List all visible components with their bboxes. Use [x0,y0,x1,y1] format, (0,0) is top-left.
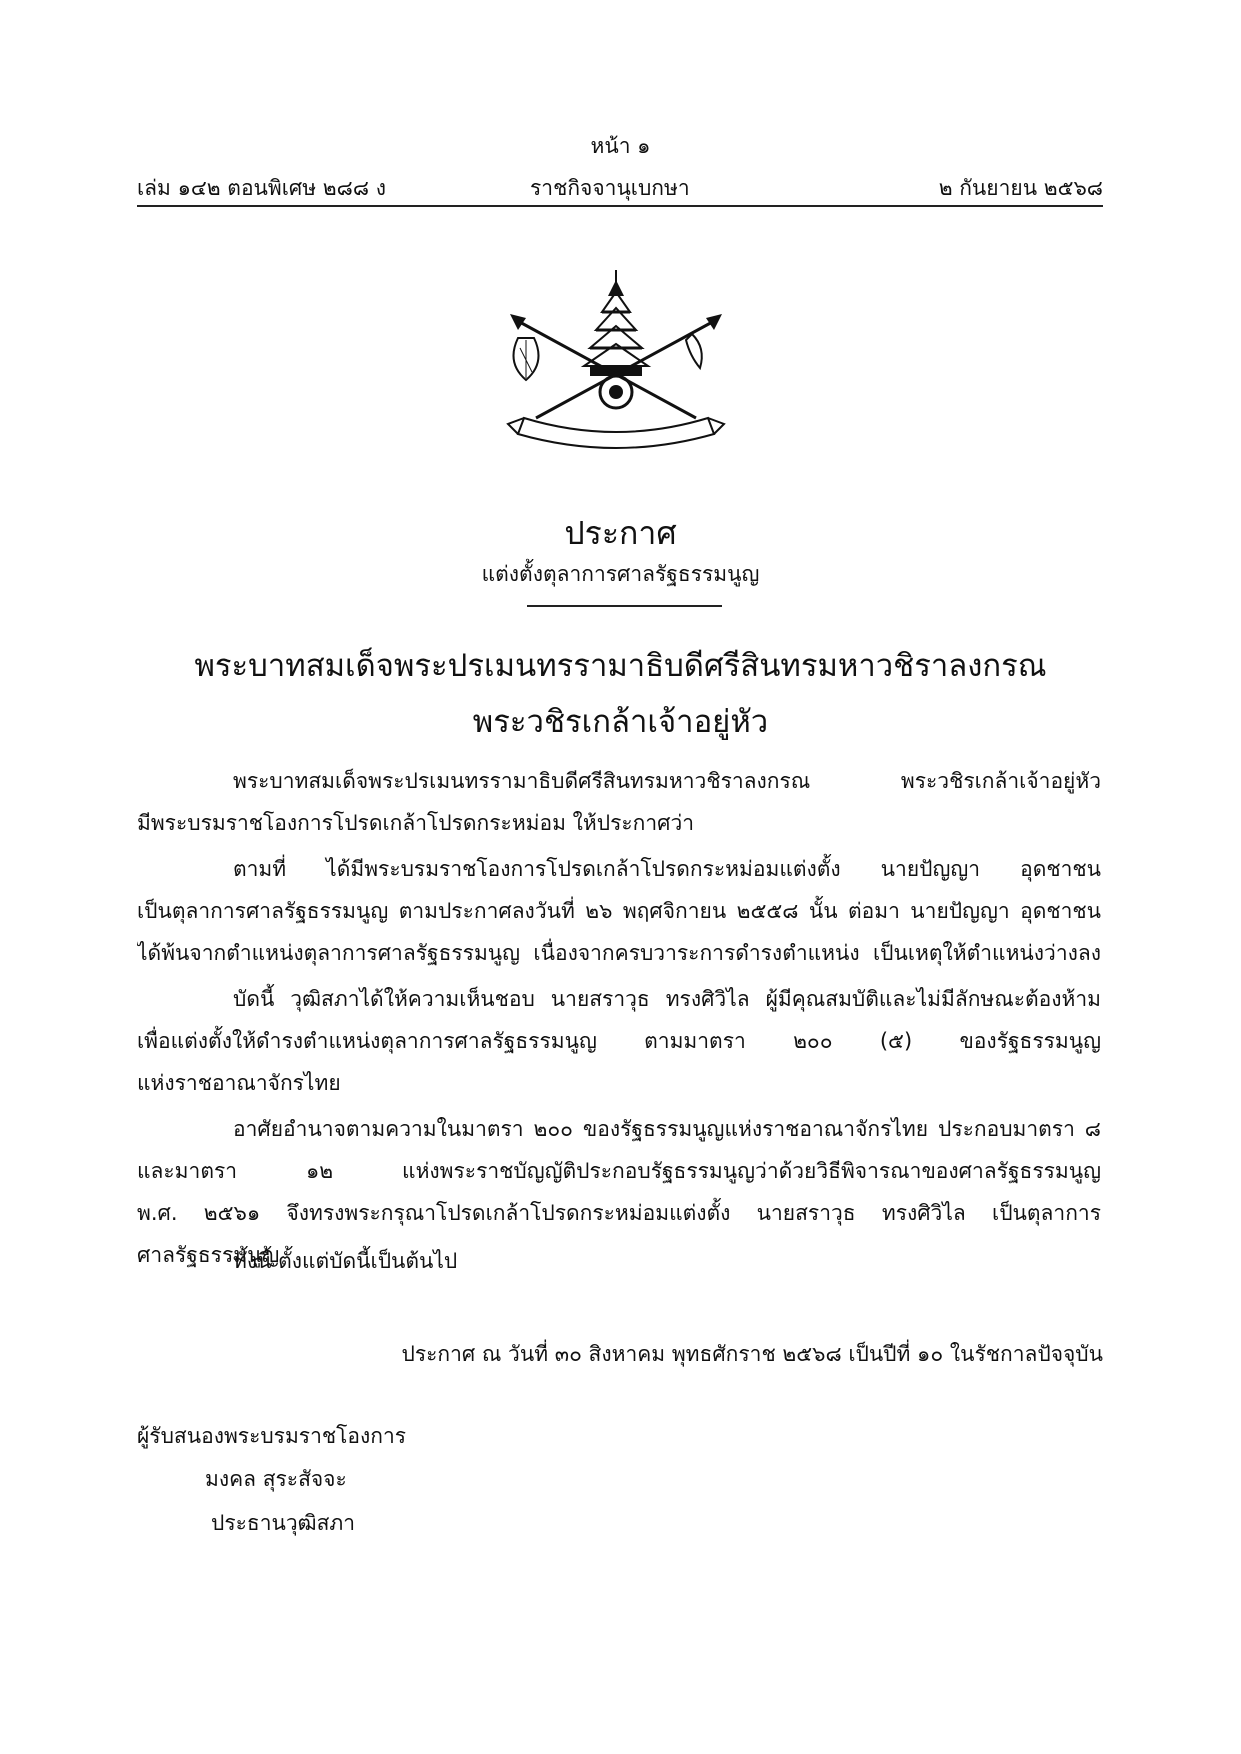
paragraph-line: ตามที่ ได้มีพระบรมราชโองการโปรดเกล้าโปรดกระหม่อมแต่งตั้ง นายปัญญา อุดชาชน [233,857,1101,881]
page-number: หน้า ๑ [590,134,651,158]
proclamation-date: ประกาศ ณ วันที่ ๓๐ สิงหาคม พุทธศักราช ๒๕๖๘ เป็นปีที่ ๑๐ ในรัชกาลปัจจุบัน [401,1342,1103,1366]
king-title-line-1: พระบาทสมเด็จพระปรเมนทรรามาธิบดีศรีสินทรมหาวชิราลงกรณ [194,648,1047,684]
paragraph-line: ทั้งนี้ ตั้งแต่บัดนี้เป็นต้นไป [233,1249,458,1273]
publication-name: ราชกิจจานุเบกษา [530,176,690,200]
paragraph-line: เพื่อแต่งตั้งให้ดำรงตำแหน่งตุลาการศาลรัฐธรรมนูญ ตามมาตรา ๒๐๐ (๕) ของรัฐธรรมนูญ [137,1029,1101,1053]
paragraph-line: เป็นตุลาการศาลรัฐธรรมนูญ ตามประกาศลงวันที่ ๒๖ พฤศจิกายน ๒๕๕๘ นั้น ต่อมา นายปัญญา อุดชาชน [137,899,1101,923]
publication-date: ๒ กันยายน ๒๕๖๘ [938,176,1103,200]
paragraph-line: มีพระบรมราชโองการโปรดเกล้าโปรดกระหม่อม ให้ประกาศว่า [137,811,695,835]
paragraph-1 [137,760,1101,844]
document-subtitle: แต่งตั้งตุลาการศาลรัฐธรรมนูญ [481,562,760,586]
paragraph-line: พ.ศ. ๒๕๖๑ จึงทรงพระกรุณาโปรดเกล้าโปรดกระหม่อมแต่งตั้ง นายสราวุธ ทรงศิวิไล เป็นตุลาการ [137,1201,1101,1225]
paragraph-line: ได้พ้นจากตำแหน่งตุลาการศาลรัฐธรรมนูญ เนื่องจากครบวาระการดำรงตำแหน่ง เป็นเหตุให้ตำแหน่งว่างลง [137,941,1101,965]
gazette-header [137,172,1103,202]
king-title-line-2: พระวชิรเกล้าเจ้าอยู่หัว [472,704,769,740]
signatory-position: ประธานวุฒิสภา [211,1511,356,1535]
title-divider [527,605,722,607]
paragraph-line: ศาลรัฐธรรมนูญ [137,1243,280,1267]
royal-crown-emblem-icon [496,268,736,458]
paragraph-3 [137,978,1101,1104]
paragraph-2 [137,848,1101,974]
volume-info: เล่ม ๑๔๒ ตอนพิเศษ ๒๘๘ ง [137,176,386,200]
paragraph-5 [137,1240,1101,1282]
paragraph-line: แห่งราชอาณาจักรไทย [137,1071,341,1095]
paragraph-line: และมาตรา ๑๒ แห่งพระราชบัญญัติประกอบรัฐธรรมนูญว่าด้วยวิธีพิจารณาของศาลรัฐธรรมนูญ [137,1159,1101,1183]
paragraph-line: บัดนี้ วุฒิสภาได้ให้ความเห็นชอบ นายสราวุธ ทรงศิวิไล ผู้มีคุณสมบัติและไม่มีลักษณะต้องห้าม [233,987,1101,1011]
paragraph-line: พระบาทสมเด็จพระปรเมนทรรามาธิบดีศรีสินทรมหาวชิราลงกรณ พระวชิรเกล้าเจ้าอยู่หัว [233,769,1101,793]
signatory-name: มงคล สุระสัจจะ [205,1467,347,1491]
countersign-label: ผู้รับสนองพระบรมราชโองการ [137,1424,407,1448]
paragraph-line: อาศัยอำนาจตามความในมาตรา ๒๐๐ ของรัฐธรรมนูญแห่งราชอาณาจักรไทย ประกอบมาตรา ๘ [233,1117,1101,1141]
header-divider [137,205,1103,207]
document-title: ประกาศ [564,514,677,552]
